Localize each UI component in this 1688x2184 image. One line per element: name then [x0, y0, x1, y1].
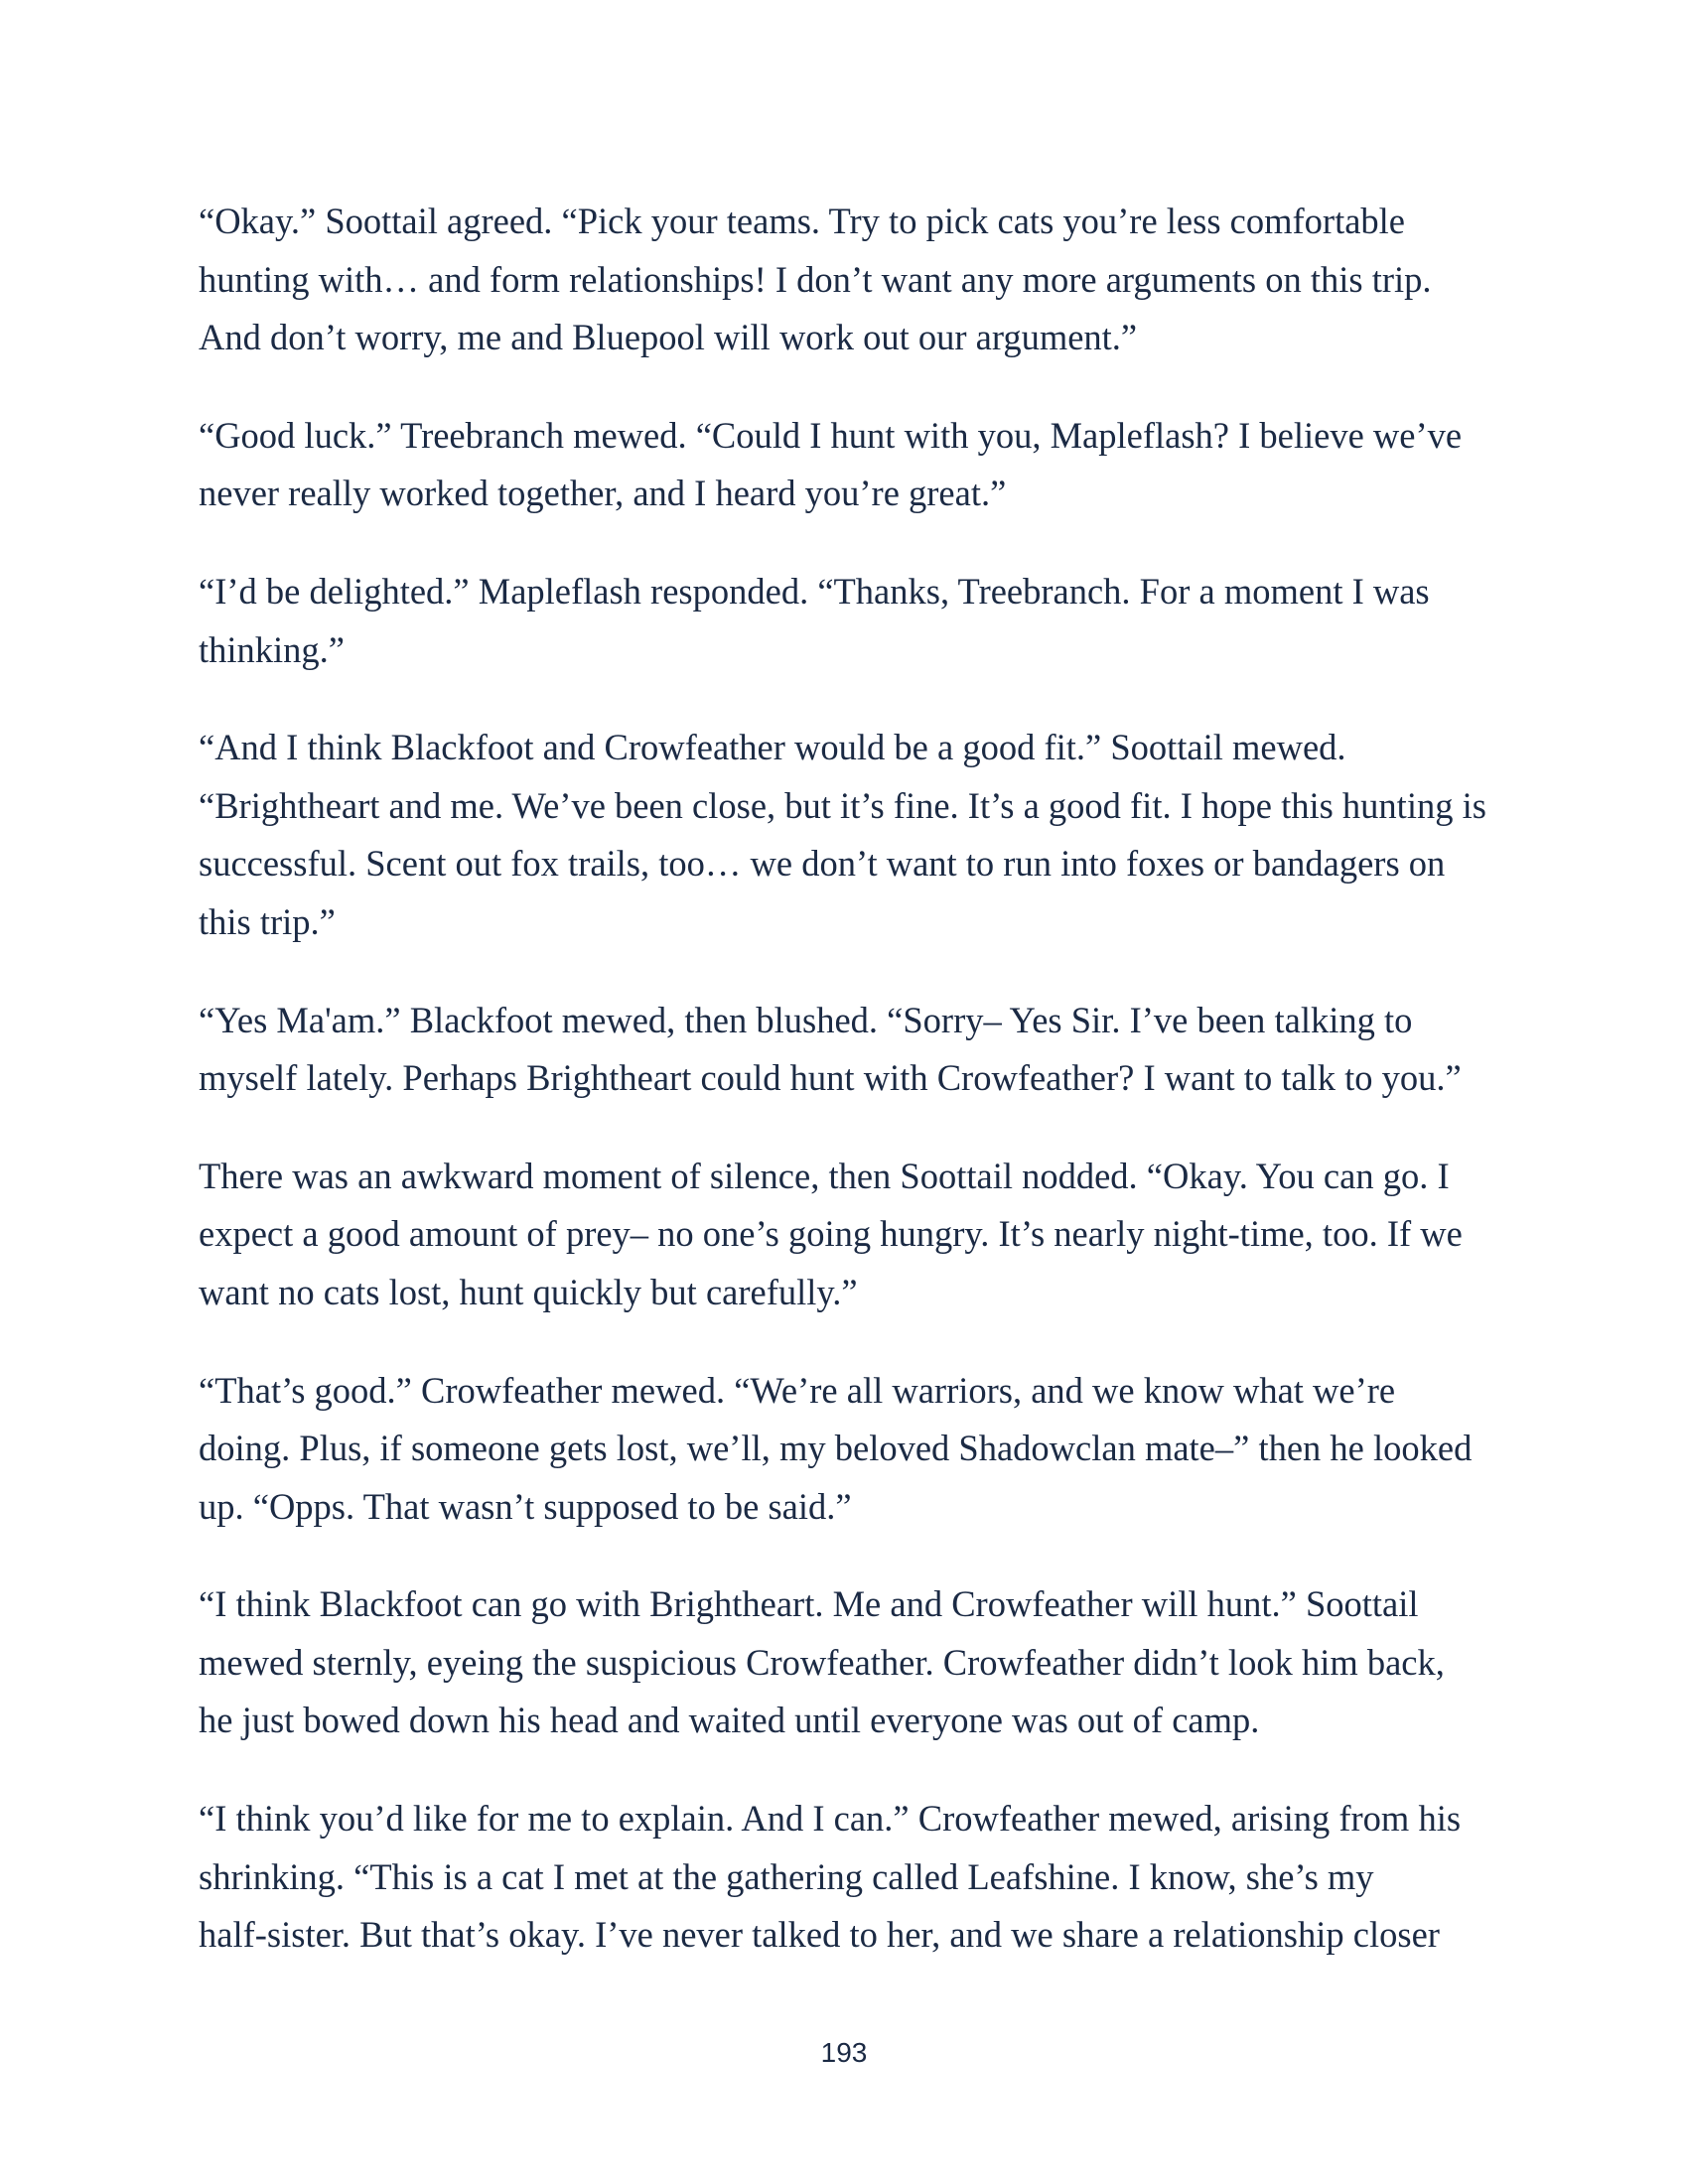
text-line: doing. Plus, if someone gets lost, we’ll, my beloved Shadowclan mate–” then he looked — [199, 1428, 1473, 1469]
paragraph-3 — [199, 563, 1489, 679]
body-text — [199, 193, 1489, 2004]
text-line: want no cats lost, hunt quickly but carefully.” — [199, 1271, 858, 1312]
text-line: There was an awkward moment of silence, then Soottail nodded. “Okay. You can go. I — [199, 1155, 1450, 1196]
text-line: “Good luck.” Treebranch mewed. “Could I hunt with you, Mapleflash? I believe we’ve — [199, 414, 1463, 456]
text-line: “Yes Ma'am.” Blackfoot mewed, then blushed. “Sorry– Yes Sir. I’ve been talking to — [199, 999, 1413, 1040]
text-line: shrinking. “This is a cat I met at the gathering called Leafshine. I know, she’s my — [199, 1855, 1374, 1897]
paragraph-1 — [199, 193, 1489, 367]
text-line: myself lately. Perhaps Brightheart could hunt with Crowfeather? I want to talk to you.” — [199, 1057, 1462, 1099]
text-line: up. “Opps. That wasn’t supposed to be said.” — [199, 1485, 852, 1527]
text-line: successful. Scent out fox trails, too… we don’t want to run into foxes or bandagers on — [199, 843, 1446, 885]
text-line: “I think you’d like for me to explain. And I can.” Crowfeather mewed, arising from his — [199, 1798, 1462, 1840]
text-line: thinking.” — [199, 628, 345, 670]
text-line: And don’t worry, me and Bluepool will work out our argument.” — [199, 317, 1138, 358]
text-line: never really worked together, and I heard you’re great.” — [199, 473, 1007, 514]
paragraph-7 — [199, 1362, 1489, 1537]
text-line: half-sister. But that’s okay. I’ve never talked to her, and we share a relationship closer — [199, 1914, 1440, 1956]
text-line: he just bowed down his head and waited until everyone was out of camp. — [199, 1700, 1260, 1741]
paragraph-6 — [199, 1148, 1489, 1322]
paragraph-8 — [199, 1575, 1489, 1750]
text-line: hunting with… and form relationships! I don’t want any more arguments on this trip. — [199, 258, 1432, 300]
page-number: 193 — [820, 2037, 868, 2068]
paragraph-2 — [199, 407, 1489, 523]
text-line: “I think Blackfoot can go with Brightheart. Me and Crowfeather will hunt.” Soottail — [199, 1583, 1419, 1625]
paragraph-9 — [199, 1790, 1489, 1965]
paragraph-4 — [199, 719, 1489, 951]
text-line: expect a good amount of prey– no one’s going hungry. It’s nearly night-time, too. If we — [199, 1213, 1463, 1255]
text-line: “I’d be delighted.” Mapleflash responded. “Thanks, Treebranch. For a moment I was — [199, 570, 1430, 612]
text-line: “Brightheart and me. We’ve been close, but it’s fine. It’s a good fit. I hope this hunting is — [199, 784, 1486, 826]
text-line: “Okay.” Soottail agreed. “Pick your teams. Try to pick cats you’re less comfortable — [199, 201, 1405, 241]
text-line: this trip.” — [199, 900, 336, 942]
text-line: “And I think Blackfoot and Crowfeather would be a good fit.” Soottail mewed. — [199, 727, 1346, 768]
text-line: mewed sternly, eyeing the suspicious Crowfeather. Crowfeather didn’t look him back, — [199, 1641, 1445, 1683]
text-line: “That’s good.” Crowfeather mewed. “We’re all warriors, and we know what we’re — [199, 1369, 1396, 1411]
paragraph-5 — [199, 992, 1489, 1108]
